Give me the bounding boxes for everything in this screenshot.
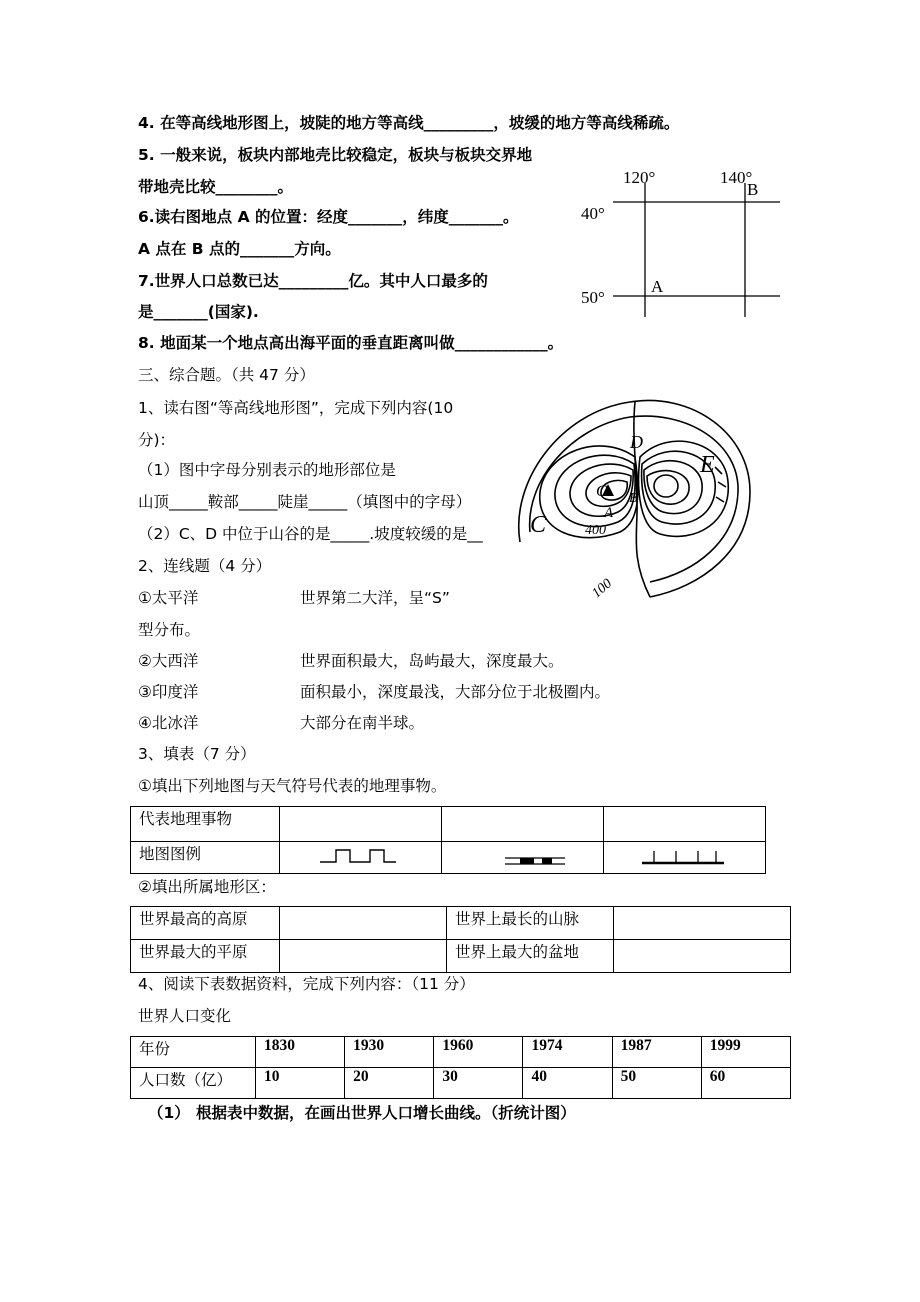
ocean-desc-3: 面积最小，深度最浅，大部分位于北极圈内。 <box>300 683 611 701</box>
question-3-title: 3、填表（7 分） <box>138 745 256 763</box>
label-lat-50: 50° <box>581 288 605 307</box>
year-cell: 1830 <box>256 1037 345 1068</box>
question-6-line2: A 点在 B 点的_______方向。 <box>138 240 341 258</box>
ocean-desc-1-wrap: 型分布。 <box>138 621 201 639</box>
landform-answer-basin[interactable] <box>614 940 791 973</box>
year-cell: 1999 <box>701 1037 790 1068</box>
question-7-line2: 是_______(国家). <box>138 303 259 321</box>
question-1-part1-blanks: 山顶_____鞍部_____陡崖_____（填图中的字母） <box>138 493 472 511</box>
question-6-line1: 6.读右图地点 A 的位置：经度_______，纬度_______。 <box>138 208 519 226</box>
question-4-part1-text: 根据表中数据，在画出世界人口增长曲线。（折统计图） <box>196 1104 576 1122</box>
contour-label-e: E <box>700 452 715 478</box>
contour-label-400: 400 <box>585 523 606 538</box>
question-4: 4. 在等高线地形图上，坡陡的地方等高线_________，坡缓的地方等高线稀疏。 <box>138 114 680 132</box>
symbols-table <box>130 806 766 874</box>
contour-label-d: D <box>630 432 643 452</box>
cliff-symbol-icon <box>612 842 742 870</box>
question-1-part1: （1）图中字母分别表示的地形部位是 <box>138 461 396 479</box>
question-4-title: 4、阅读下表数据资料，完成下列内容：（11 分） <box>138 975 475 993</box>
contour-line-right-3 <box>644 461 702 514</box>
question-5-line2: 带地壳比较________。 <box>138 178 294 196</box>
symbol-cell-railway <box>442 842 604 874</box>
contour-peak-right <box>654 475 678 497</box>
question-5-line1: 5. 一般来说，板块内部地壳比较稳定，板块与板块交界地 <box>138 146 533 164</box>
ocean-item-1: ①太平洋 <box>138 589 199 607</box>
label-lon-140: 140° <box>720 168 753 187</box>
landform-label-largest-plain: 世界最大的平原 <box>131 940 280 973</box>
year-cell: 1987 <box>612 1037 701 1068</box>
population-value-cell: 60 <box>701 1068 790 1099</box>
landforms-table <box>130 906 791 973</box>
landform-answer-plateau[interactable] <box>280 907 447 940</box>
population-value-cell: 30 <box>434 1068 523 1099</box>
contour-label-c-top: C <box>596 483 607 500</box>
symbols-answer-cell-2[interactable] <box>442 807 604 842</box>
question-1-title-line1: 1、读右图“等高线地形图”，完成下列内容(10 <box>138 399 454 417</box>
question-3-part2: ②填出所属地形区： <box>138 878 276 896</box>
ocean-item-4: ④北冰洋 <box>138 714 199 732</box>
population-value-cell: 50 <box>612 1068 701 1099</box>
ocean-desc-4: 大部分在南半球。 <box>300 714 425 732</box>
population-value-cell: 20 <box>345 1068 434 1099</box>
question-4-part1-number: （1） <box>148 1104 190 1122</box>
contour-label-a: A <box>604 505 614 521</box>
label-lat-40: 40° <box>581 204 605 223</box>
symbols-answer-cell-1[interactable] <box>280 807 442 842</box>
question-3-part1: ①填出下列地图与天气符号代表的地理事物。 <box>138 777 447 795</box>
contour-map-diagram <box>500 372 770 610</box>
contour-label-b: B <box>629 491 638 506</box>
label-point-b: B <box>747 180 759 199</box>
question-1-title-line2: 分)： <box>138 431 176 449</box>
symbol-cell-wall <box>280 842 442 874</box>
landform-label-longest-range: 世界上最长的山脉 <box>447 907 614 940</box>
landform-label-largest-basin: 世界上最大的盆地 <box>447 940 614 973</box>
year-cell: 1960 <box>434 1037 523 1068</box>
section-3-heading: 三、综合题。（共 47 分） <box>138 366 315 384</box>
symbols-row2-label: 地图图例 <box>131 842 280 874</box>
population-row-label: 人口数（亿） <box>131 1068 256 1099</box>
landform-answer-range[interactable] <box>614 907 791 940</box>
population-value-cell: 10 <box>256 1068 345 1099</box>
year-cell: 1974 <box>523 1037 612 1068</box>
ocean-desc-1: 世界第二大洋，呈“S” <box>300 589 450 607</box>
population-table <box>130 1036 791 1099</box>
landform-label-highest-plateau: 世界最高的高原 <box>131 907 280 940</box>
ocean-item-3: ③印度洋 <box>138 683 199 701</box>
wall-symbol-icon <box>288 842 418 870</box>
ocean-desc-2: 世界面积最大，岛屿最大，深度最大。 <box>300 652 564 670</box>
population-header-label: 年份 <box>131 1037 256 1068</box>
population-caption: 世界人口变化 <box>138 1007 232 1025</box>
contour-label-c: C <box>530 512 547 538</box>
landform-answer-plain[interactable] <box>280 940 447 973</box>
question-2-title: 2、连线题（4 分） <box>138 557 272 575</box>
latlon-grid-diagram <box>575 165 790 320</box>
symbol-cell-cliff <box>604 842 766 874</box>
cliff-lines <box>715 467 726 502</box>
symbols-row1-label: 代表地理事物 <box>131 807 280 842</box>
label-point-a: A <box>651 277 664 296</box>
symbols-answer-cell-3[interactable] <box>604 807 766 842</box>
contour-label-100: 100 <box>589 576 616 602</box>
question-7-line1: 7.世界人口总数已达_________亿。其中人口最多的 <box>138 272 488 290</box>
question-8: 8. 地面某一个地点高出海平面的垂直距离叫做____________。 <box>138 334 564 352</box>
question-1-part2: （2）C、D 中位于山谷的是_____.坡度较缓的是__ <box>138 525 483 543</box>
year-cell: 1930 <box>345 1037 434 1068</box>
ocean-item-2: ②大西洋 <box>138 652 199 670</box>
population-value-cell: 40 <box>523 1068 612 1099</box>
label-lon-120: 120° <box>623 168 656 187</box>
railway-symbol-icon <box>450 842 580 870</box>
